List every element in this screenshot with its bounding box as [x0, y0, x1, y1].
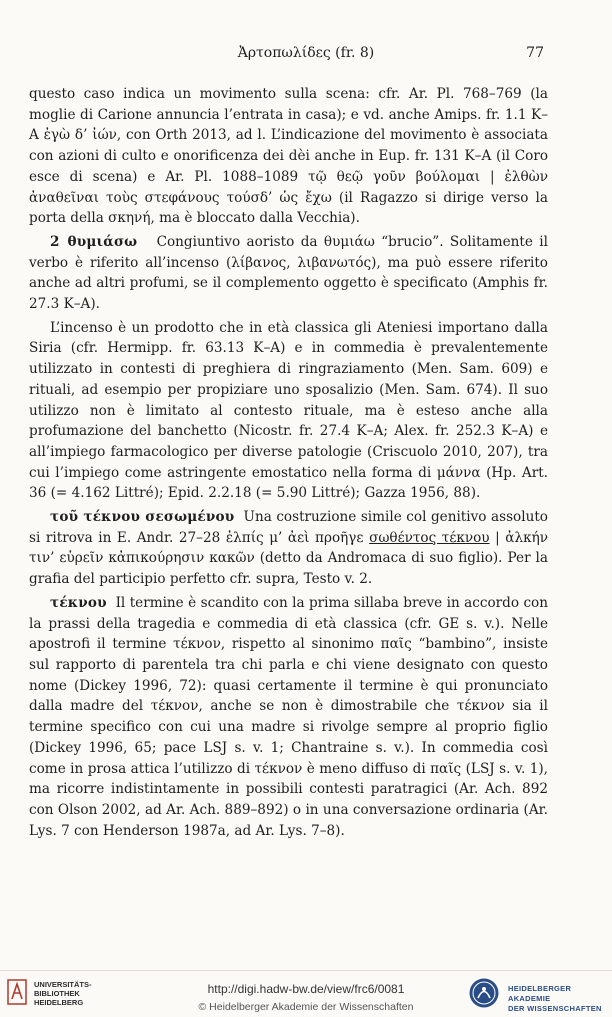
academy-logo[interactable]	[468, 977, 608, 1011]
paragraph-lemma-teknou	[29, 593, 548, 841]
paragraph-lemma-teknou-sesomenou	[29, 507, 548, 590]
paragraph-text: questo caso indica un movimento sulla scena: cfr. Ar. Pl. 768–769 (la moglie di Carione annuncia l’entrata in casa); e vd. anche Amips. fr. 1.1 K–A ἐγὼ δ’ ἰών, con Orth 2013, ad l. L’indicazione del movimento è associata con azioni di culto e onorificenza dei dèi anche in Eup. fr. 131 K–A (il Coro esce di scena) e Ar. Pl. 1088–1089 τῷ θεῷ γοῦν βούλομαι | ἐλθὼν ἀναθεῖναι τοὺς στεφάνους τούσδ’ ὡς ἔχω (il Ragazzo si dirige verso la porta della σκηνή, ma è bloccato dalla Vecchia).	[29, 86, 548, 227]
academy-logo-line-2: DER WISSENSCHAFTEN	[508, 1004, 602, 1013]
academy-logo-text	[508, 984, 608, 1014]
page-number: 77	[526, 45, 544, 61]
paragraph-text: Congiuntivo aoristo da θυμιάω “brucio”. Solitamente il verbo è riferito all’incenso (λίβανος, λιβανωτός), ma può essere riferito anche ad altri profumi, se il complemento oggetto è specificato (Amphis fr. 27.3 K–A).	[29, 233, 548, 313]
page-footer	[0, 970, 612, 1017]
line-number: 2	[50, 233, 60, 250]
ub-logo-line-1: UNIVERSITÄTS-	[34, 980, 92, 989]
permalink[interactable]: http://digi.hadw-bw.de/view/frc6/0081	[207, 982, 405, 996]
ub-logo-line-3: HEIDELBERG	[34, 998, 84, 1007]
running-head: Ἀρτοπωλίδες (fr. 8)	[237, 45, 375, 61]
paragraph-1	[29, 84, 548, 229]
paragraph-text-after: | ἀλκήν τιν’ εὑρεῖν κἀπικούρησιν κακῶν (detto da Andromaca di suo figlio). Per la grafia del participio perfetto cfr. supra, Testo v. 2.	[29, 529, 549, 588]
underlined-quotation: σωθέντος τέκνου	[369, 529, 490, 546]
page-header	[0, 45, 612, 65]
lemma: τέκνου	[50, 594, 107, 611]
paragraph-lemma-thymiaso	[29, 232, 548, 315]
commentary-body	[29, 84, 548, 841]
paragraph-text: Il termine è scandito con la prima sillaba breve in accordo con la prassi della tragedia e commedia di età classica (cfr. GE s. v.). Nelle apostrofi il termine τέκνον, rispetto al sinonimo παῖς “bambino”, insiste sul rapporto di parentela tra chi parla e chi viene designato con questo nome (Dickey 1996, 72): quasi certamente il termine è qui pronunciato dalla madre del τέκνον, anche se non è dimostrabile che τέκνον sia il termine specifico con cui una madre si rivolge sempre al proprio figlio (Dickey 1996, 65; pace LSJ s. v. 1; Chantraine s. v.). In commedia così come in prosa attica l’utilizzo di τέκνον è meno diffuso di παῖς (LSJ s. v. 1), ma ricorre indistintamente in possibili contesti paratragici (Ar. Ach. 892 con Olson 2002, ad Ar. Ach. 889–892) o in una conversazione ordinaria (Ar. Lys. 7 con Henderson 1987a, ad Ar. Lys. 7–8).	[29, 594, 548, 839]
paragraph-text: L’incenso è un prodotto che in età classica gli Ateniesi importano dalla Siria (cfr. Hermipp. fr. 63.13 K–A) e in commedia è prevalentemente utilizzato in contesti di preghiera di ringraziamento (Men. Sam. 609) e rituali, ad esempio per propiziare uno sposalizio (Men. Sam. 674). Il suo utilizzo non è limitato al contesto rituale, ma è esteso anche alla profumazione del banchetto (Nicostr. fr. 27.4 K–A; Alex. fr. 252.3 K–A) e all’impiego farmacologico per diverse patologie (Criscuolo 2010, 207), tra cui l’impiego come astringente emostatico nella forma di μάννα (Hp. Art. 36 (= 4.162 Littré); Epid. 2.2.18 (= 5.90 Littré); Gazza 1956, 88).	[29, 319, 548, 502]
footer-copyright: © Heidelberger Akademie der Wissenschaften	[198, 1001, 414, 1013]
lemma: τοῦ τέκνου σεσωμένου	[50, 509, 235, 526]
academy-logo-line-1: HEIDELBERGER AKADEMIE	[508, 984, 572, 1003]
lemma: θυμιάσω	[67, 233, 138, 250]
ub-logo-line-2: BIBLIOTHEK	[34, 989, 80, 998]
academy-seal-icon	[468, 977, 500, 1009]
paragraph-text-before: Una costruzione simile col genitivo assoluto si ritrova in E. Andr. 27–28 ἐλπίς μ’ ἀεὶ προῆγε	[29, 509, 548, 546]
paragraph-incenso	[29, 318, 548, 504]
